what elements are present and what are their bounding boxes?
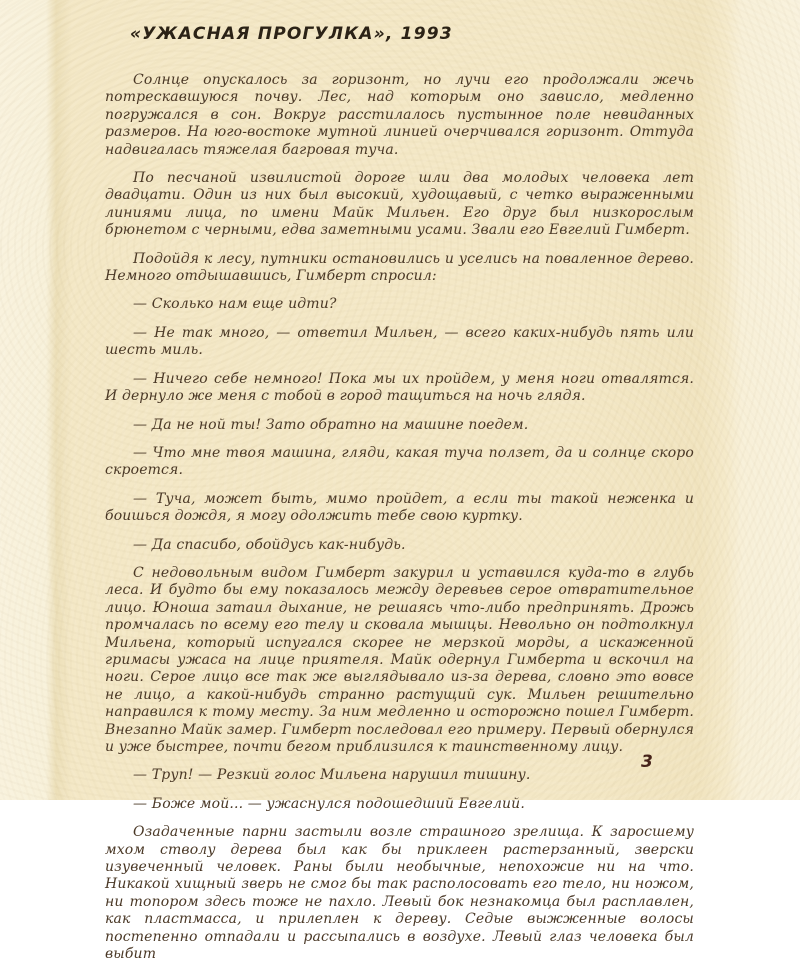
paragraph: По песчаной извилистой дороге шли два молодых человека лет двадцати. Один из них был высокий, худощавый, с четко выраженными линиями лица, по имени Майк Мильен. Его друг был низкорослым брюнетом с черными, едва заметными усами. Звали его Евгелий Гимберт. <box>105 170 694 239</box>
paragraph: Солнце опускалось за горизонт, но лучи его продолжали жечь потрескавшуюся почву. Лес, над которым оно зависло, медленно погружался в сон. Вокруг расстилалось пустынное поле невиданных размеров. На юго-востоке мутной линией очерчивался горизонт. Оттуда надвигалась тяжелая багровая туча. <box>105 72 694 158</box>
page-number: 3 <box>641 752 653 772</box>
paragraph: — Да не ной ты! Зато обратно на машине поедем. <box>133 416 529 433</box>
paragraph: — Ничего себе немного! Пока мы их пройдем, у меня ноги отвалятся. И дернуло же меня с тобой в город тащиться на ночь глядя. <box>105 370 694 405</box>
story-title: «УЖАСНАЯ ПРОГУЛКА», 1993 <box>130 24 453 44</box>
paragraph: Подойдя к лесу, путники остановились и уселись на поваленное дерево. Немного отдышавшись, Гимберт спросил: <box>105 250 694 285</box>
paragraph: — Туча, может быть, мимо пройдет, а если ты такой неженка и боишься дождя, я могу одолжить тебе свою куртку. <box>105 490 694 525</box>
paragraph: С недовольным видом Гимберт закурил и уставился куда-то в глубь леса. И будто бы ему показалось между деревьев серое отвратительное лицо. Юноша затаил дыхание, не решаясь что-либо предпринять. Дрожь промчалась по всему его телу и сковала мышцы. Невольно он подтолкнул Мильена, который испугался скорее не мерзкой морды, а искаженной гримасы ужаса на лице приятеля. Майк одернул Гимберта и вскочил на ноги. Серое лицо все так же выглядывало из-за дерева, словно это вовсе не лицо, а какой-нибудь странно растущий сук. Мильен решительно направился к тому месту. За ним медленно и осторожно пошел Гимберт. Внезапно Майк замер. Гимберт последовал его примеру. Первый обернулся и уже быстрее, почти бегом приблизился к таинственному лицу. <box>105 564 694 755</box>
paragraph: Озадаченные парни застыли возле страшного зрелища. К заросшему мхом стволу дерева был как бы приклеен растерзанный, зверски изувеченный человек. Раны были необычные, непохожие ни на что. Никакой хищный зверь не смог бы так располосовать его тело, ни ножом, ни топором здесь тоже не пахло. Левый бок незнакомца был расплавлен, как пластмасса, и прилеплен к дереву. Седые выжженные волосы постепенно отпадали и рассыпались в воздухе. Левый глаз человека был выбит <box>105 824 694 963</box>
story-text-block <box>105 72 694 974</box>
paragraph: — Боже мой... — ужаснулся подошедший Евгелий. <box>133 795 525 812</box>
paragraph: — Что мне твоя машина, гляди, какая туча ползет, да и солнце скоро скроется. <box>105 444 694 479</box>
paragraph: — Не так много, — ответил Мильен, — всего каких-нибудь пять или шесть миль. <box>105 324 694 359</box>
paragraph: — Сколько нам еще идти? <box>133 296 337 313</box>
paragraph: — Да спасибо, обойдусь как-нибудь. <box>133 536 406 553</box>
paragraph: — Труп! — Резкий голос Мильена нарушил тишину. <box>133 767 531 784</box>
